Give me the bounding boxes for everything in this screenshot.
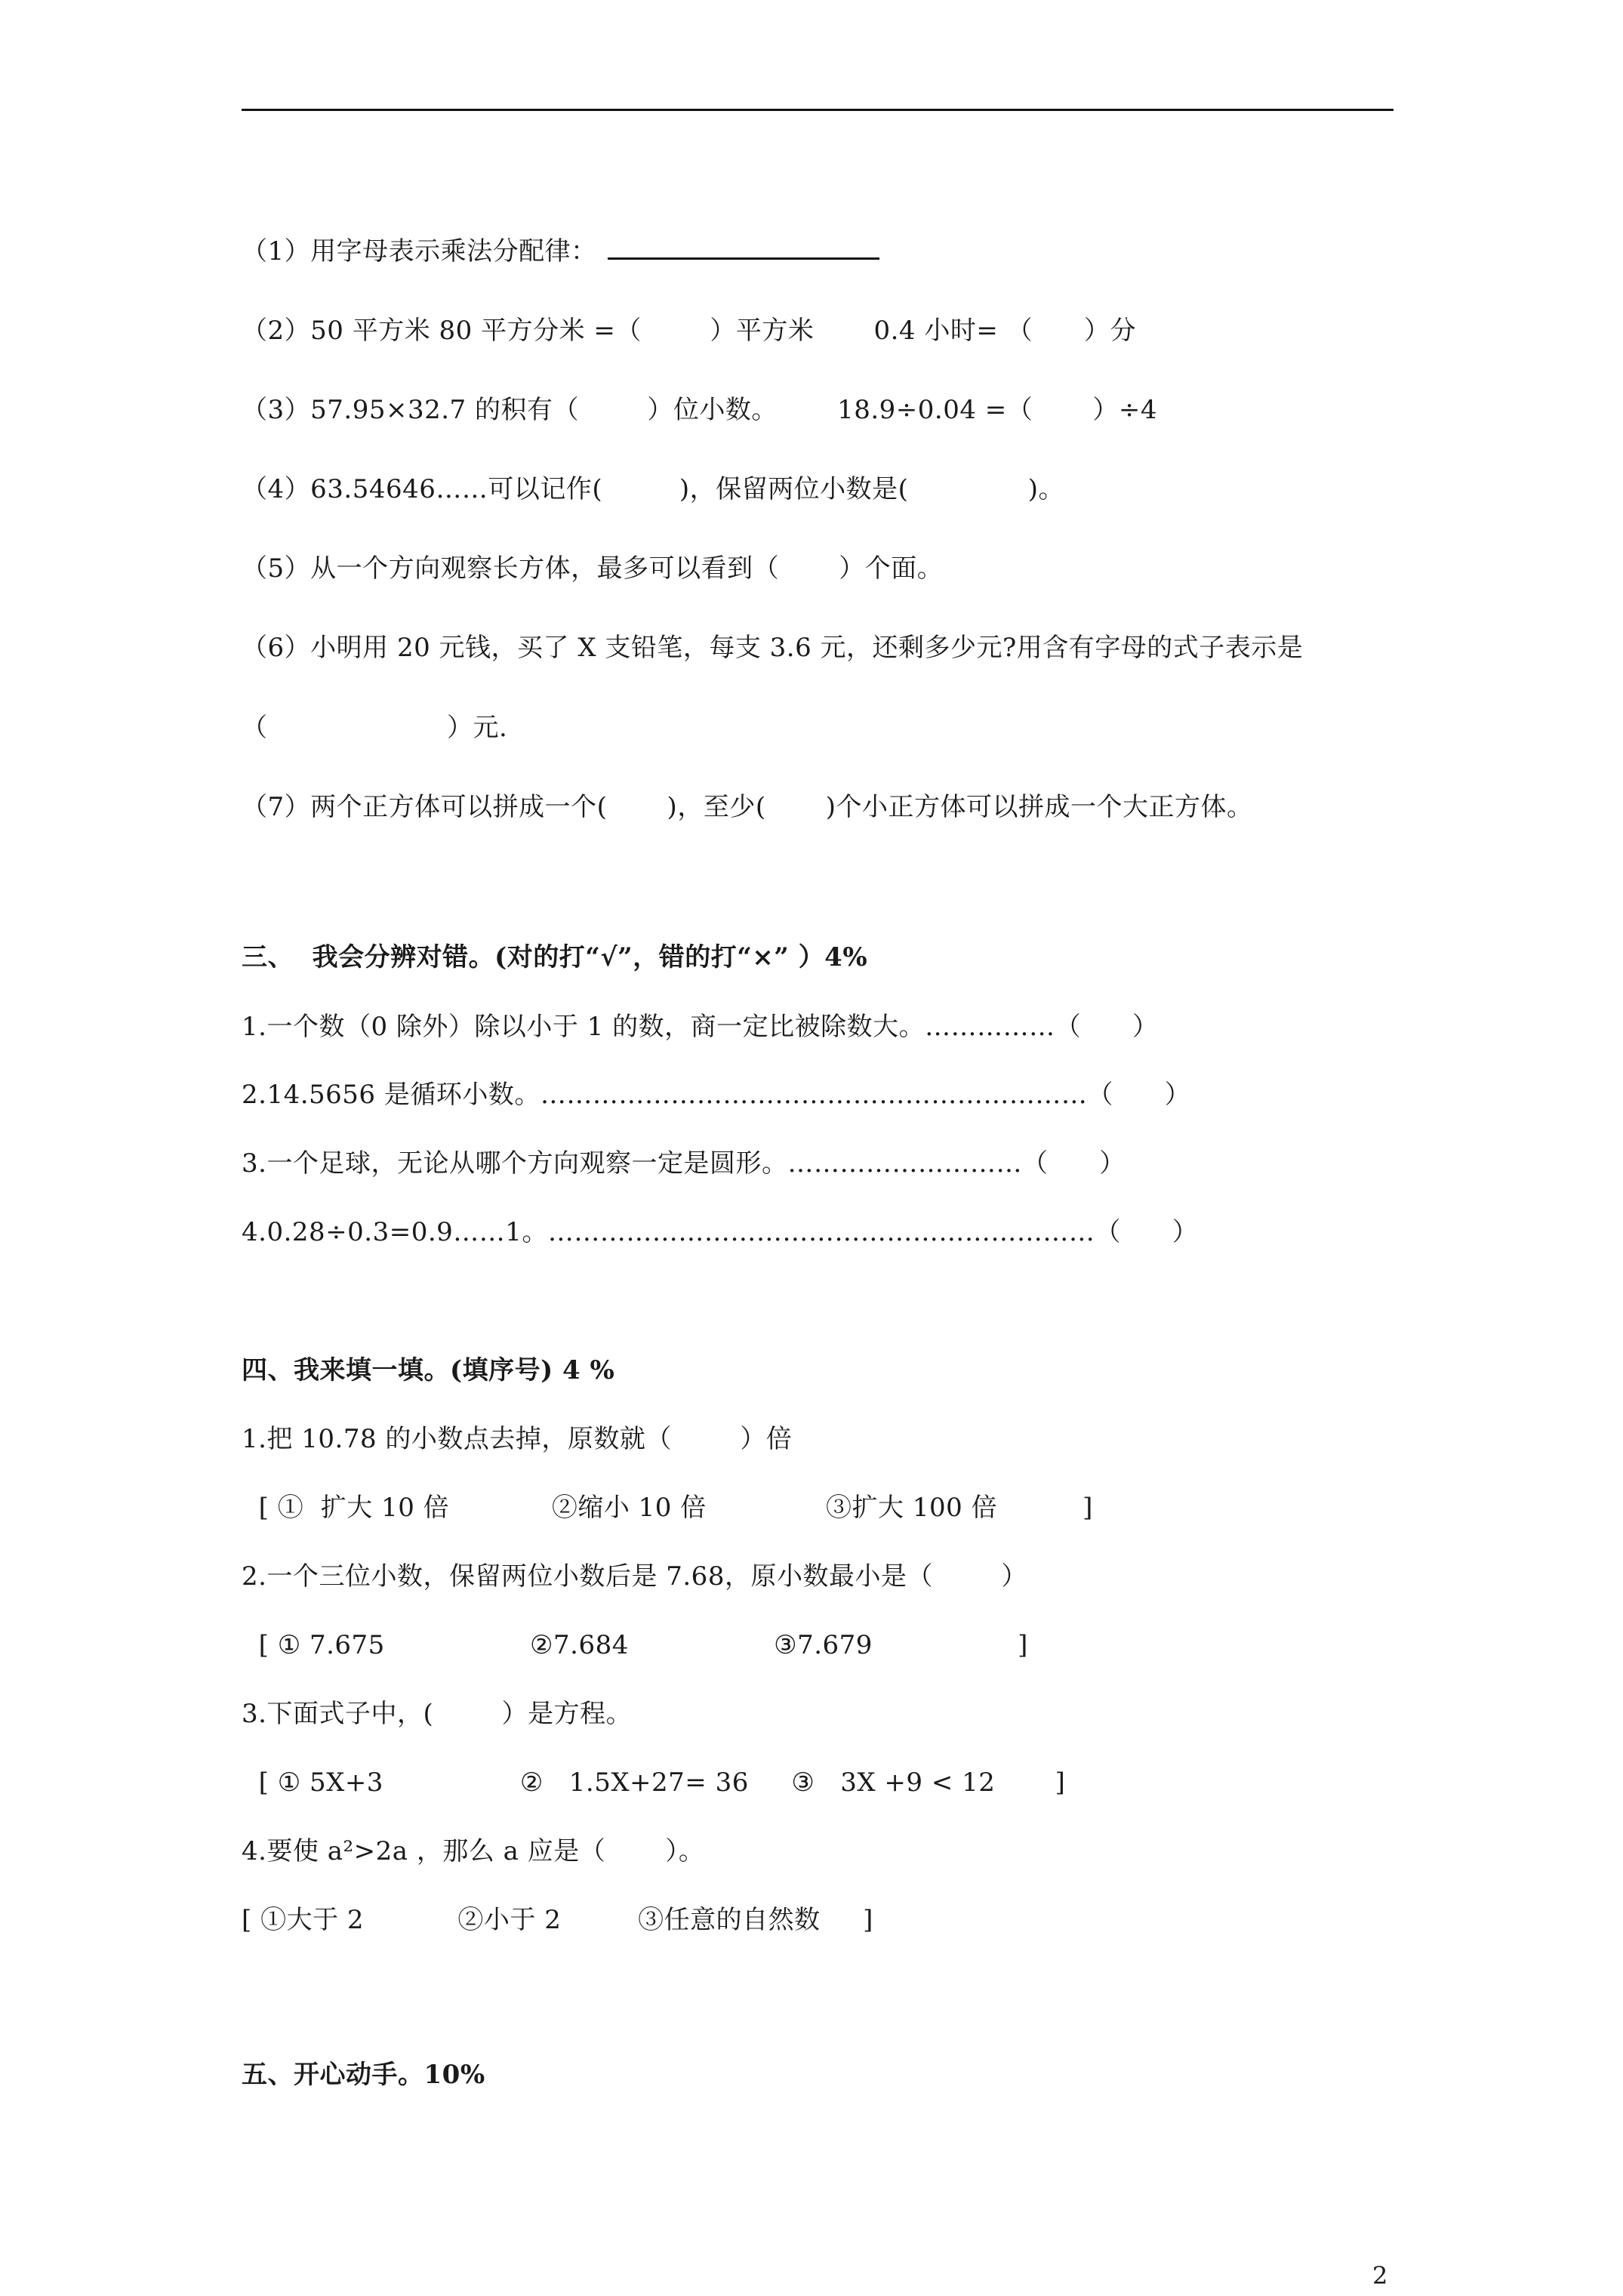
fill-question-7: （7）两个正方体可以拼成一个( )，至少( )个小正方体可以拼成一个大正方体。 — [242, 792, 1253, 822]
judge-item-2: 2.14.5656 是循环小数。………………………………………………………（ ） — [242, 1080, 1191, 1110]
fill-question-5: （5）从一个方向观察长方体，最多可以看到（ ）个面。 — [242, 553, 944, 584]
fill-question-3: （3）57.95×32.7 的积有（ ）位小数。 18.9÷0.04 =（ ）÷4 — [242, 395, 1158, 425]
judge-item-4: 4.0.28÷0.3=0.9……1。………………………………………………………（ ） — [242, 1217, 1199, 1247]
fill-question-6-line-1: （6）小明用 20 元钱，买了 X 支铅笔，每支 3.6 元，还剩多少元?用含有字母的式子表示是 — [242, 633, 1304, 663]
choice-question-3: 3.下面式子中，( ）是方程。 — [242, 1699, 633, 1729]
answer-blank-line — [608, 236, 879, 260]
choice-question-2-options: [ ① 7.675 ②7.684 ③7.679 ] — [242, 1630, 1028, 1660]
choice-question-4: 4.要使 a²>2a ，那么 a 应是（ ）。 — [242, 1836, 705, 1866]
choice-question-3-options: [ ① 5X+3 ② 1.5X+27= 36 ③ 3X +9 < 12 ] — [242, 1767, 1066, 1798]
fill-question-1 — [242, 236, 879, 267]
header-rule — [242, 109, 1394, 111]
fill-question-6-line-2: （ ）元. — [242, 713, 508, 743]
choice-question-1: 1.把 10.78 的小数点去掉，原数就（ ）倍 — [242, 1424, 793, 1454]
choice-question-2: 2.一个三位小数，保留两位小数后是 7.68，原小数最小是（ ） — [242, 1561, 1027, 1592]
judge-item-1: 1.一个数（0 除外）除以小于 1 的数，商一定比被除数大。……………（ ） — [242, 1012, 1159, 1042]
choice-section-heading: 四、我来填一填。(填序号) 4 % — [242, 1355, 615, 1385]
hands-on-section-heading: 五、开心动手。10% — [242, 2060, 485, 2090]
page-number: 2 — [1372, 2261, 1388, 2290]
fill-question-2: （2）50 平方米 80 平方分米 =（ ）平方米 0.4 小时= （ ）分 — [242, 316, 1137, 346]
choice-question-4-options: [ ①大于 2 ②小于 2 ③任意的自然数 ] — [242, 1905, 873, 1935]
fill-question-4: （4）63.54646……可以记作( )，保留两位小数是( )。 — [242, 474, 1064, 504]
choice-question-1-options: [ ① 扩大 10 倍 ②缩小 10 倍 ③扩大 100 倍 ] — [242, 1493, 1093, 1523]
judge-section-heading: 三、 我会分辨对错。(对的打“√”，错的打“×” ）4% — [242, 942, 868, 972]
fill-question-1-text: （1）用字母表示乘法分配律： — [242, 236, 597, 267]
judge-item-3: 3.一个足球，无论从哪个方向观察一定是圆形。………………………（ ） — [242, 1148, 1126, 1179]
